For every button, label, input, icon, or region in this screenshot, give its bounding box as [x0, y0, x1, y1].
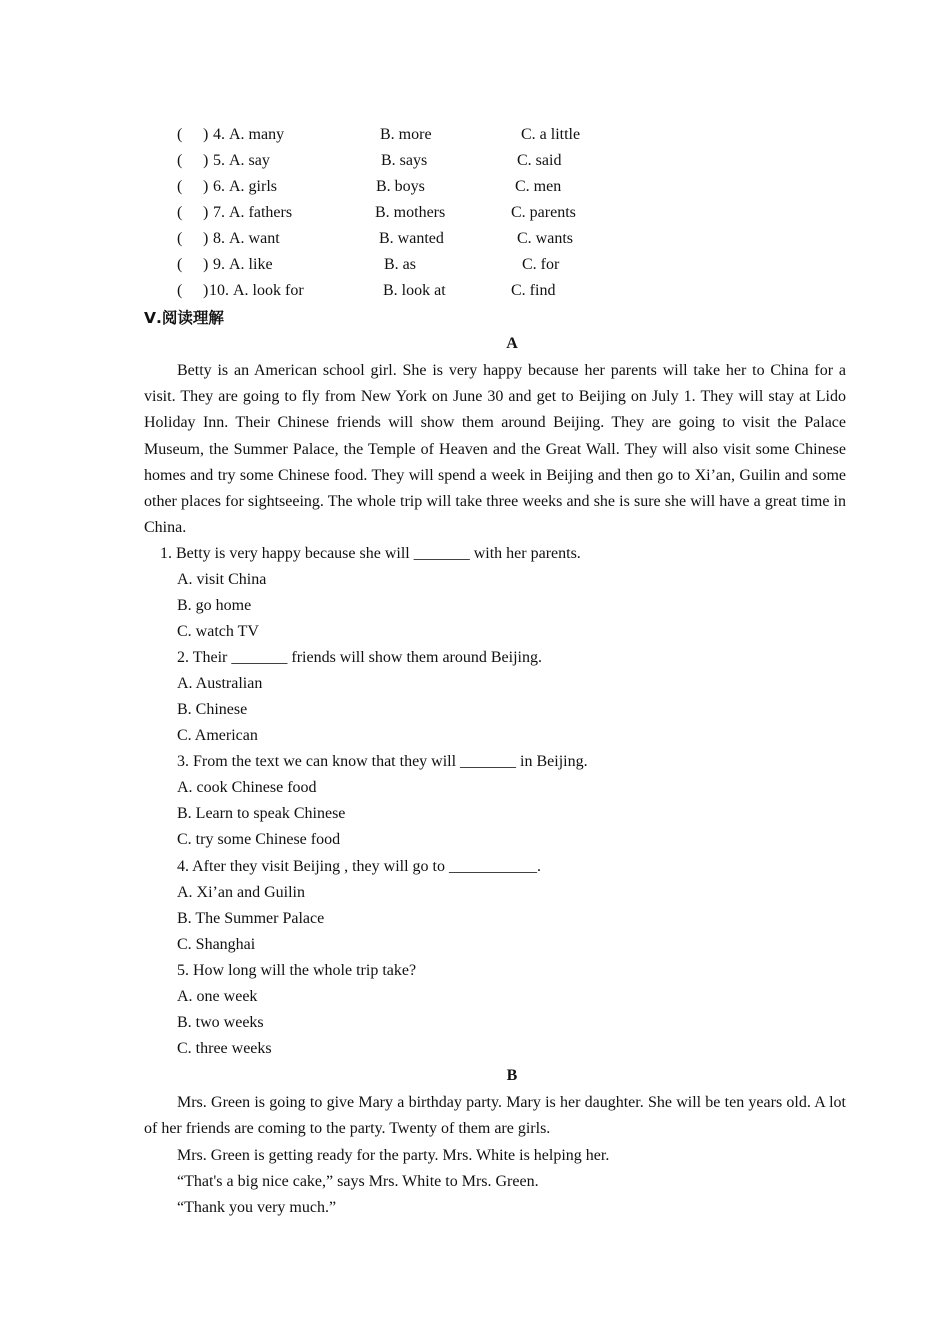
option-b: B. mothers — [375, 204, 446, 221]
option-c: C. said — [517, 152, 562, 169]
option-b: B. says — [381, 152, 428, 169]
passage-b-label: B — [506, 1067, 518, 1084]
option-b: B. more — [380, 126, 432, 143]
question-number: 10. — [209, 282, 229, 299]
question-number: 9. — [213, 256, 225, 273]
option-c: C. wants — [517, 230, 573, 247]
answer-paren-open: ( — [177, 282, 183, 299]
answer-paren-open: ( — [177, 126, 183, 143]
option-c: C. a little — [521, 126, 581, 143]
option-a: A. many — [229, 126, 285, 143]
answer-paren-close: ) — [203, 152, 209, 169]
question-4-option-b: B. The Summer Palace — [177, 910, 325, 927]
section-heading: Ⅴ.阅读理解 — [144, 309, 224, 327]
answer-paren-close: ) — [203, 282, 209, 299]
option-a: A. say — [229, 152, 270, 169]
question-3-option-c: C. try some Chinese food — [177, 831, 341, 848]
question-4: 4. After they visit Beijing , they will go to ___________. — [177, 858, 541, 875]
question-3-option-a: A. cook Chinese food — [177, 779, 317, 796]
question-5-option-c: C. three weeks — [177, 1040, 272, 1057]
option-a: A. look for — [233, 282, 304, 299]
option-a: A. like — [229, 256, 273, 273]
question-number: 6. — [213, 178, 225, 195]
passage-b-para-4: “Thank you very much.” — [177, 1199, 337, 1216]
question-1: 1. Betty is very happy because she will _______ with her parents. — [160, 545, 581, 562]
question-3-option-b: B. Learn to speak Chinese — [177, 805, 346, 822]
question-2-option-b: B. Chinese — [177, 701, 248, 718]
option-b: B. look at — [383, 282, 446, 299]
option-b: B. wanted — [379, 230, 444, 247]
passage-b-para-1 — [144, 1090, 846, 1142]
passage-b-para-2: Mrs. Green is getting ready for the party. Mrs. White is helping her. — [177, 1147, 610, 1164]
answer-paren-open: ( — [177, 178, 183, 195]
option-c: C. for — [522, 256, 560, 273]
passage-b-para-3: “That's a big nice cake,” says Mrs. White to Mrs. Green. — [177, 1173, 539, 1190]
option-a: A. girls — [229, 178, 277, 195]
option-b: B. boys — [376, 178, 425, 195]
answer-paren-close: ) — [203, 204, 209, 221]
question-1-option-c: C. watch TV — [177, 623, 259, 640]
answer-paren-close: ) — [203, 256, 209, 273]
question-5-option-a: A. one week — [177, 988, 258, 1005]
option-a: A. fathers — [229, 204, 293, 221]
passage-b-para-1-text: Mrs. Green is going to give Mary a birthday party. Mary is her daughter. She will be ten years old. A lot of her friends are coming to the party. Twenty of them are girls. — [144, 1094, 846, 1138]
question-number: 8. — [213, 230, 225, 247]
passage-a-text — [144, 358, 846, 541]
question-2-option-a: A. Australian — [177, 675, 263, 692]
answer-paren-open: ( — [177, 256, 183, 273]
option-c: C. parents — [511, 204, 576, 221]
question-4-option-a: A. Xi’an and Guilin — [177, 884, 305, 901]
answer-paren-open: ( — [177, 230, 183, 247]
question-5-option-b: B. two weeks — [177, 1014, 264, 1031]
question-1-option-a: A. visit China — [177, 571, 267, 588]
question-2-option-c: C. American — [177, 727, 258, 744]
option-a: A. want — [229, 230, 280, 247]
question-3: 3. From the text we can know that they will _______ in Beijing. — [177, 753, 588, 770]
answer-paren-open: ( — [177, 152, 183, 169]
question-number: 7. — [213, 204, 225, 221]
passage-a-body: Betty is an American school girl. She is very happy because her parents will take her to China for a visit. They are going to fly from New York on June 30 and get to Beijing on July 1. They will stay at Lido Holiday Inn. Their Chinese friends will show them around Beijing. They are going to visit the Palace Museum, the Summer Palace, the Temple of Heaven and the Great Wall. They will also visit some Chinese homes and try some Chinese food. They will spend a week in Beijing and then go to Xi’an, Guilin and some other places for sightseeing. The whole trip will take three weeks and she is sure she will have a great time in China. — [144, 362, 846, 537]
question-number: 5. — [213, 152, 225, 169]
option-b: B. as — [384, 256, 416, 273]
option-c: C. find — [511, 282, 556, 299]
question-number: 4. — [213, 126, 225, 143]
option-c: C. men — [515, 178, 562, 195]
question-5: 5. How long will the whole trip take? — [177, 962, 417, 979]
answer-paren-close: ) — [203, 126, 209, 143]
question-2: 2. Their _______ friends will show them around Beijing. — [177, 649, 542, 666]
passage-a-label: A — [506, 335, 518, 352]
answer-paren-open: ( — [177, 204, 183, 221]
answer-paren-close: ) — [203, 178, 209, 195]
question-1-option-b: B. go home — [177, 597, 252, 614]
answer-paren-close: ) — [203, 230, 209, 247]
question-4-option-c: C. Shanghai — [177, 936, 256, 953]
